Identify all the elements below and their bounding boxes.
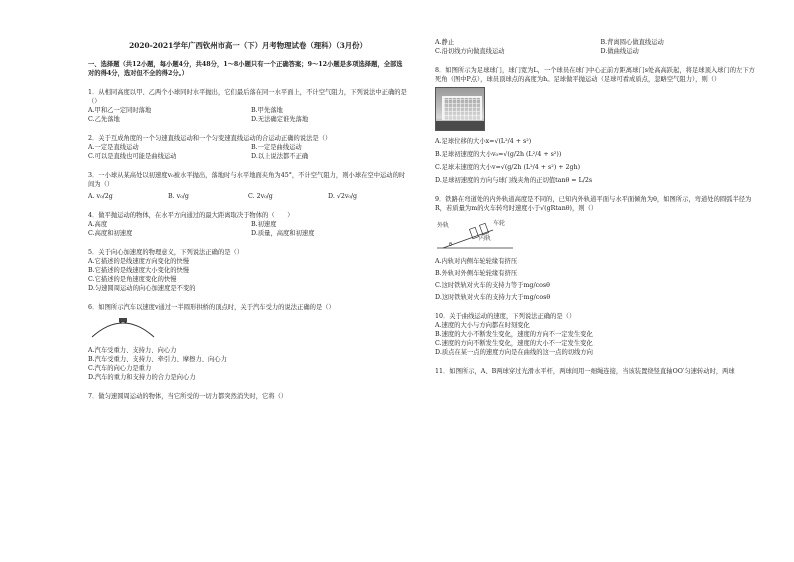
- options: [435, 38, 760, 56]
- option-c: C.乙先落地: [88, 116, 120, 123]
- option-a: A.高度: [88, 221, 108, 228]
- wheel-label: 车轮: [493, 220, 506, 227]
- option-a: A.静止: [435, 39, 455, 46]
- option-c: C.高度和初速度: [88, 230, 133, 237]
- question-stem: 11．如图所示，A、B两球穿过光滑水平杆，两球间用一细绳连接，当该装置绕竖直轴OO′匀速转动时，两球: [435, 368, 735, 375]
- inner-rail-label: 内轨: [479, 235, 492, 242]
- question-stem: 2．关于互成角度的一个匀速直线运动和一个匀变速直线运动的合运动正确的说法是（）: [88, 135, 332, 142]
- option-a: A.足球位移的大小x=√(L²/4 + s²): [435, 138, 532, 145]
- option-b: B.一定是曲线运动: [251, 144, 302, 151]
- question-8: [435, 66, 760, 185]
- question-9: [435, 195, 760, 302]
- question-stem: 6．如图所示汽车以速度v通过一半圆形拱桥的顶点时，关于汽车受力的说法正确的是（）: [88, 304, 335, 311]
- options: [88, 143, 408, 161]
- question-stem: 8．如图所示为足球球门，球门宽为L，一个球员在球门中心正前方距离球门s处高高跃起，将足球顶入球门的左下方死角（图中P点），球员顶球点的高度为h。足球做平抛运动（足球可看成质点，忽略空气阻力），则（）: [435, 67, 755, 83]
- options: [88, 106, 408, 124]
- option-d: D. √2v₀/g: [328, 193, 358, 200]
- question-stem: 3．一小球从某高处以初速度v₀被水平抛出，落地时与水平地面夹角为45°，不计空气阻力，则小球在空中运动的时间为（）: [88, 172, 406, 188]
- rail-curve-figure: [435, 216, 760, 253]
- options: [435, 321, 760, 357]
- option-a: A.速度的大小与方向都在时刻变化: [435, 322, 530, 329]
- goal-net: [442, 96, 482, 120]
- question-7-options: [435, 38, 760, 56]
- question-1: [88, 88, 408, 124]
- question-6: [88, 303, 408, 382]
- option-b: B.外轨对外侧车轮轮缘有挤压: [435, 270, 518, 277]
- options: [435, 257, 760, 302]
- question-stem: 5．关于向心加速度的物理意义，下列说法正确的是（）: [88, 249, 244, 256]
- question-3: [88, 171, 408, 201]
- option-b: B.背离圆心做直线运动: [600, 39, 664, 46]
- option-a: A.汽车受重力、支持力、向心力: [88, 347, 177, 354]
- options: [435, 137, 760, 185]
- question-5: [88, 248, 408, 293]
- option-b: B. v₀/g: [168, 193, 189, 200]
- rail-diagram: [435, 216, 515, 250]
- option-d: D.汽车的重力和支持力的合力是向心力: [88, 374, 196, 381]
- question-4: [88, 211, 408, 238]
- exam-title: 2020-2021学年广西钦州市高一（下）月考物理试卷（理科）（3月份）: [129, 41, 367, 50]
- question-stem: 9．铁路在弯道处的内外轨道高度是不同的，已知内外轨道平面与水平面倾角为θ，如图所示，弯道处的圆弧半径为R，若质量为m的火车转弯时速度小于√(gRtanθ)，则（）: [435, 196, 752, 212]
- question-7: [88, 392, 408, 401]
- question-11: [435, 367, 760, 376]
- options: [88, 192, 408, 201]
- soccer-goal-photo: [435, 87, 485, 131]
- ground: [436, 121, 484, 130]
- option-d: D.足球初速度的方向与球门线夹角的正切值tanθ = L/2s: [435, 177, 593, 184]
- theta-symbol: θ: [449, 242, 453, 248]
- left-column: [88, 30, 408, 411]
- question-stem: 1．从相同高度以甲、乙两个小球同时水平抛出，它们最后落在同一水平面上，不计空气阻力，下列说法中正确的是（）: [88, 89, 407, 105]
- option-d: D.这时铁轨对火车的支持力大于mg/cosθ: [435, 294, 551, 301]
- option-d: D.质量，高度和初速度: [251, 230, 315, 237]
- option-b: B.初速度: [251, 221, 277, 228]
- option-d: D.质点在某一点的速度方向是在曲线的这一点的切线方向: [435, 349, 593, 356]
- option-c: C.速度的方向不断发生变化，速度的大小不一定发生变化: [435, 340, 593, 347]
- arch-bridge-diagram: [88, 315, 158, 339]
- question-stem: 7．做匀速圆周运动的物体，当它所受的一切力都突然消失时，它将（）: [88, 393, 288, 400]
- question-10: [435, 312, 760, 357]
- question-stem: 4．做平抛运动的物体，在水平方向通过的最大距离取决于物体的（ ）: [88, 212, 294, 219]
- option-c: C.它描述的是角速度变化的快慢: [88, 276, 177, 283]
- option-b: B.速度的大小不断发生变化，速度的方向不一定发生变化: [435, 331, 593, 338]
- options: [88, 346, 408, 382]
- options: [88, 220, 408, 238]
- option-a: A.甲和乙一定同时落地: [88, 107, 152, 114]
- option-a: A.它描述的是线速度方向变化的快慢: [88, 258, 190, 265]
- option-b: B.汽车受重力、支持力、牵引力、摩擦力、向心力: [88, 356, 227, 363]
- option-a: A. v₀/2g: [88, 193, 113, 200]
- question-2: [88, 134, 408, 161]
- option-a: A.内轨对内侧车轮轮缘有挤压: [435, 258, 518, 265]
- option-d: D.匀速圆周运动的向心加速度是不变的: [88, 285, 196, 292]
- option-b: B.甲先落地: [251, 107, 283, 114]
- option-c: C.汽车的向心力是重力: [88, 365, 152, 372]
- section-heading: 一、选择题（共12小题，每小题4分，共48分，1～8小题只有一个正确答案；9～12小题是多项选择题，全部选对的得4分，选对但不全的得2分。）: [88, 61, 403, 77]
- option-d: D.以上说法都不正确: [251, 153, 309, 160]
- option-c: C.可以是直线也可能是曲线运动: [88, 153, 177, 160]
- option-d: D.做曲线运动: [600, 48, 639, 55]
- option-b: B.足球初速度的大小v₀=√(g/2h (L²/4 + s²)): [435, 151, 562, 158]
- question-stem: 10．关于曲线运动的速度，下列说法正确的是（）: [435, 313, 576, 320]
- option-d: D.无法确定谁先落地: [251, 116, 309, 123]
- option-a: A.一定是直线运动: [88, 144, 139, 151]
- option-b: B.它描述的是线速度大小变化的快慢: [88, 267, 190, 274]
- options: [88, 257, 408, 293]
- arch-bridge-figure: [88, 315, 408, 342]
- option-c: C.这时铁轨对火车的支持力等于mg/cosθ: [435, 282, 550, 289]
- option-c: C. 2v₀/g: [248, 193, 273, 200]
- right-column: [435, 38, 760, 386]
- option-c: C.沿切线方向做直线运动: [435, 48, 505, 55]
- outer-rail-label: 外轨: [437, 222, 450, 229]
- option-c: C.足球末速度的大小v=√(g/2h (L²/4 + s²) + 2gh): [435, 164, 581, 171]
